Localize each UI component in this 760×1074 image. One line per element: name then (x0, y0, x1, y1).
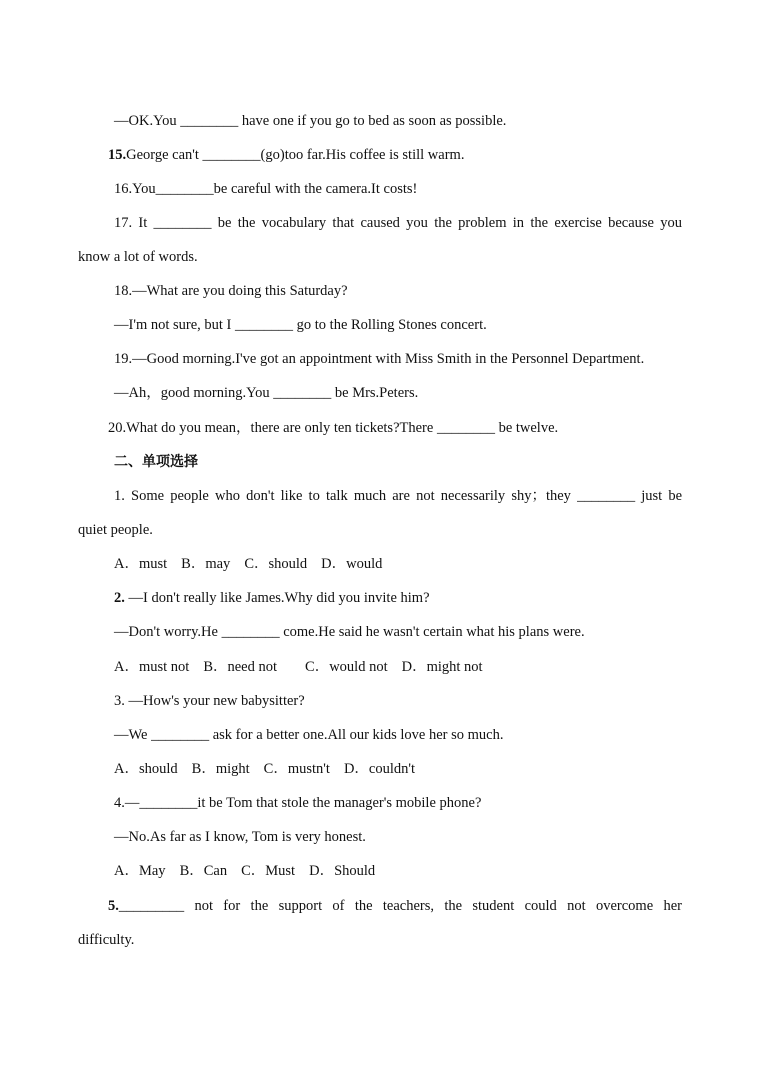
mc-question-2-text: —I don't really like James.Why did you invite him? (124, 590, 430, 606)
mc-question-1-line-1: 1. Some people who don't like to talk much are not necessarily shy；they ________ just be (114, 488, 682, 504)
option-b: B．Can (179, 863, 228, 879)
mc-question-2-number: 2. (114, 590, 125, 606)
mc-question-3-line-2: —We ________ ask for a better one.All our kids love her so much. (114, 727, 504, 743)
question-15-text: George can't ________(go)too far.His coffee is still warm. (126, 147, 465, 163)
option-a: A．must not (114, 659, 190, 675)
option-b: B．may (181, 556, 231, 572)
answer-line-14: —OK.You ________ have one if you go to bed as soon as possible. (114, 113, 507, 129)
mc-question-3-options (114, 758, 760, 780)
question-16: 16.You________be careful with the camera.It costs! (114, 181, 418, 197)
mc-question-5-text: _________ not for the support of the teachers, the student could not overcome her (118, 898, 682, 914)
option-b: B．need not (203, 659, 278, 675)
question-18-line-1: 18.—What are you doing this Saturday? (114, 283, 348, 299)
mc-question-3-line-1: 3. —How's your new babysitter? (114, 693, 305, 709)
mc-question-5-number: 5. (108, 898, 119, 914)
question-15-number: 15. (108, 147, 127, 163)
mc-question-4-line-2: —No.As far as I know, Tom is very honest. (114, 829, 366, 845)
option-c: C．Must (241, 863, 296, 879)
option-a: A．should (114, 761, 178, 777)
mc-question-4-line-1: 4.—________it be Tom that stole the manager's mobile phone? (114, 795, 482, 811)
option-a: A．must (114, 556, 168, 572)
mc-question-5-line-2: difficulty. (78, 932, 135, 948)
mc-question-4-options (114, 860, 760, 882)
question-20: 20.What do you mean，there are only ten tickets?There ________ be twelve. (108, 420, 559, 436)
option-d: D．couldn't (343, 761, 416, 777)
mc-question-1-line-2: quiet people. (78, 522, 153, 538)
option-d: D．Should (309, 863, 376, 879)
question-18-line-2: —I'm not sure, but I ________ go to the Rolling Stones concert. (114, 317, 487, 333)
option-c: C．should (244, 556, 308, 572)
mc-question-2-line-1 (114, 587, 760, 609)
mc-question-2-options (114, 656, 760, 678)
option-b: B．might (191, 761, 250, 777)
option-c: C．would not (305, 659, 388, 675)
question-15 (108, 144, 760, 166)
mc-question-1-options (114, 553, 760, 575)
question-19-line-1: 19.—Good morning.I've got an appointment with Miss Smith in the Personnel Department. (114, 351, 645, 367)
option-d: D．might not (401, 659, 483, 675)
mc-question-2-line-2: —Don't worry.He ________ come.He said he wasn't certain what his plans were. (114, 624, 585, 640)
option-a: A．May (114, 863, 166, 879)
question-17-line-1: 17. It ________ be the vocabulary that caused you the problem in the exercise because you (114, 215, 682, 231)
option-c: C．mustn't (263, 761, 330, 777)
option-d: D．would (321, 556, 383, 572)
question-19-line-2: —Ah，good morning.You ________ be Mrs.Peters. (114, 385, 419, 401)
mc-question-5-line-1 (108, 895, 682, 917)
section-heading: 二、单项选择 (114, 454, 198, 470)
question-17-line-2: know a lot of words. (78, 249, 198, 265)
